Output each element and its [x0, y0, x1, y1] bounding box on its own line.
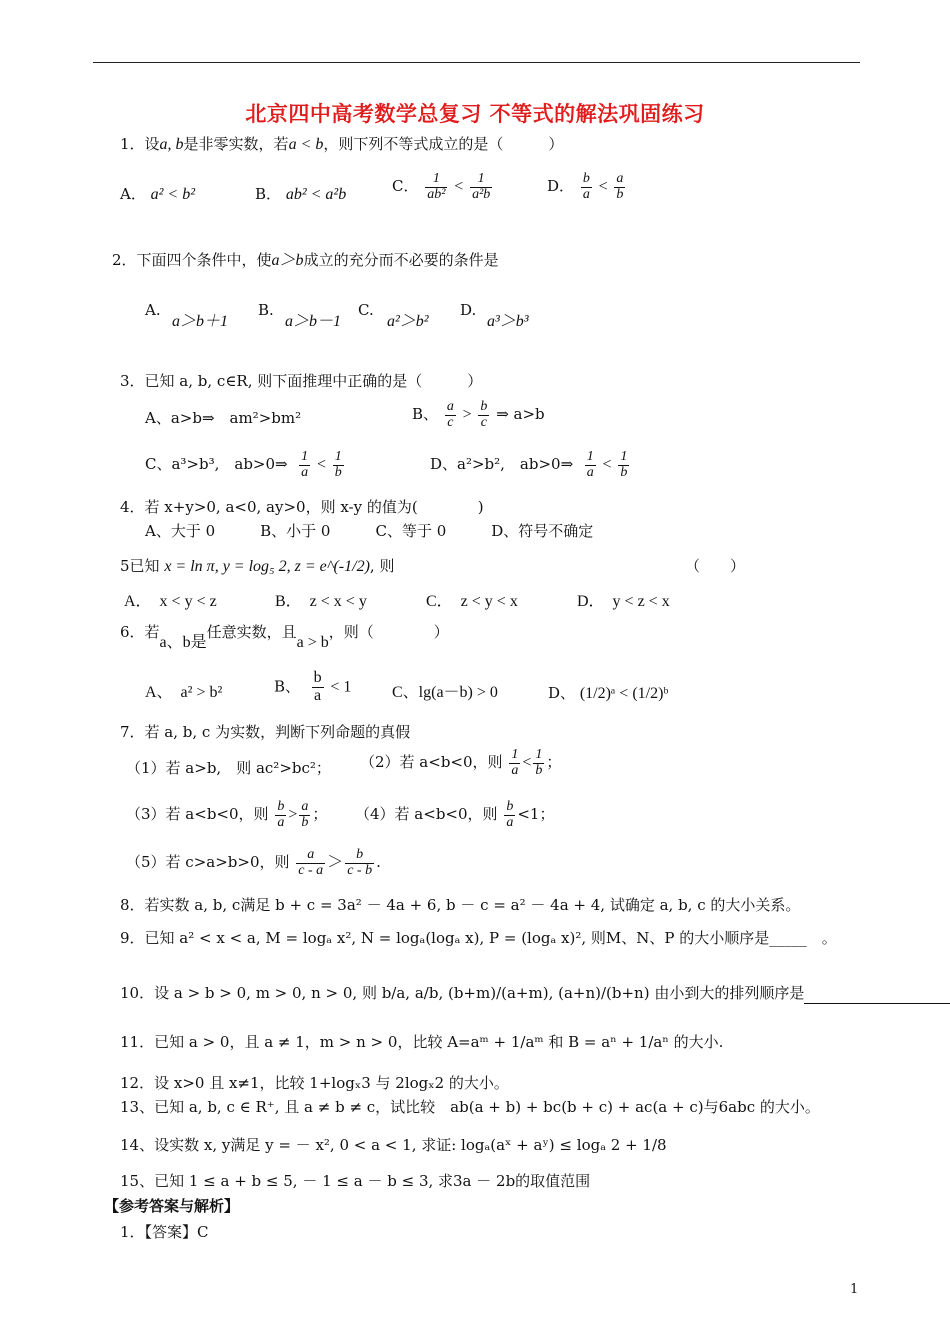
question-4-stem: 4．若 x+y>0, a<0, ay>0，则 x-y 的值为( )	[120, 498, 484, 516]
q6-vars: a、b是	[159, 634, 207, 651]
q2-condition: a＞b	[271, 252, 304, 269]
q1-c-lhs-frac	[425, 172, 447, 202]
q7-prop-3: （3）若 a<b<0，则 $\frac{b}{a}$ > $\frac{a}{b}$ ；	[126, 799, 328, 830]
q2-c-label: C.	[358, 301, 374, 319]
question-11: 11．已知 a > 0，且 a ≠ 1，m > n > 0，比较 A=aᵐ + 1/aᵐ 和 B = aⁿ + 1/aⁿ 的大小.	[120, 1033, 724, 1051]
q7-p4-num: b	[506, 799, 514, 814]
q2-a-expr: a＞b＋1	[172, 313, 229, 330]
q3-d-text: D、a²>b², ab>0⇒	[430, 455, 574, 474]
answers-heading: 【参考答案与解析】	[104, 1197, 240, 1215]
q1-d-rhs-num: a	[616, 171, 624, 186]
q7-p2-lhs-num: 1	[511, 747, 519, 762]
question-5-stem	[120, 556, 394, 577]
q1-b-label: B．	[255, 185, 282, 203]
q3-b-lhs-den: c	[447, 414, 454, 430]
q1-stem-c: ，则下列不等式成立的是（ ）	[323, 135, 564, 153]
q3-b-rhs-num: b	[480, 399, 488, 414]
q7-p4-den: a	[506, 814, 514, 830]
q3-c-rhs-den: b	[334, 464, 342, 480]
q3-c-lhs-num: 1	[301, 449, 309, 464]
q1-d-lhs-num: b	[582, 171, 590, 186]
q1-d-lhs-den: a	[582, 186, 590, 202]
q7-prop-2: （2）若 a<b<0，则 $\frac{1}{a}$ < $\frac{1}{b}$ ；	[360, 747, 562, 778]
q3-c-lhs-den: a	[301, 464, 309, 480]
question-1-stem	[120, 134, 563, 155]
q3-option-d	[430, 450, 631, 480]
q3-option-c	[145, 450, 346, 480]
q7-p3-rhs-frac	[299, 800, 310, 830]
q3-c-rhs-frac	[333, 450, 344, 480]
q10-answer-blank[interactable]	[804, 983, 950, 1004]
q7-p3-lhs-frac	[275, 800, 286, 830]
q1-d-lhs-frac	[581, 172, 592, 202]
q5-option-b: B． z < x < y	[275, 593, 367, 610]
q1-a-expr: a² < b²	[150, 186, 196, 203]
q5-option-d: D． y < z < x	[577, 593, 670, 610]
q3-d-rhs-den: b	[620, 464, 628, 480]
q6-b-den: a	[314, 686, 322, 704]
q5-option-c: C． z < y < x	[426, 593, 518, 610]
q1-vars: a, b	[159, 136, 184, 153]
q3-option-a: A、a>b⇒ am²>bm²	[145, 409, 302, 427]
q7-p5-text: （5）若 c>a>b>0，则	[126, 853, 290, 872]
q2-a-label: A.	[145, 301, 161, 319]
q3-b-tail: ⇒ a>b	[496, 405, 545, 424]
q1-d-label: D．	[547, 177, 575, 196]
q7-p2-lhs-frac	[509, 748, 520, 778]
question-13: 13、已知 a, b, c ∈ R⁺, 且 a ≠ b ≠ c，试比较 ab(a + b) + bc(b + c) + ac(a + c)与6abc 的大小。	[120, 1098, 820, 1116]
q7-p5-gt: ＞	[327, 854, 344, 872]
q1-condition: a < b	[288, 136, 324, 153]
q7-p3-gt: >	[288, 806, 298, 824]
q5-answer-paren: （ ）	[685, 557, 746, 575]
q7-p2-rhs-den: b	[535, 762, 543, 778]
q7-p2-rhs-num: 1	[535, 747, 543, 762]
q2-stem-b: 成立的充分而不必要的条件是	[303, 251, 499, 269]
q7-prop-1: （1）若 a>b, 则 ac²>bc²；	[126, 759, 331, 777]
q1-stem-a: 1．设	[120, 135, 160, 153]
q5-expression: x = ln π, y = log₅ 2, z = e^(-1/2)	[164, 558, 370, 575]
q1-a-label: A．	[120, 185, 146, 203]
q6-stem-a: 6．若	[120, 623, 160, 641]
q3-d-rhs-num: 1	[620, 449, 628, 464]
q2-b-expr: a＞b－1	[285, 313, 342, 330]
q3-c-rhs-num: 1	[334, 449, 342, 464]
q7-p2-lt: <	[522, 754, 532, 772]
q6-b-label: B、	[274, 677, 301, 696]
q3-b-rhs-den: c	[480, 414, 488, 430]
q7-p5-lhs-frac	[296, 848, 325, 878]
question-6-stem	[120, 622, 449, 651]
q7-p2-text: （2）若 a<b<0，则	[360, 753, 503, 772]
q3-c-text: C、a³>b³, ab>0⇒	[145, 455, 288, 474]
q7-p5-rhs-frac	[345, 848, 374, 878]
q6-d-expr: (1/2)ᵃ < (1/2)ᵇ	[579, 685, 669, 702]
q4-options: A、大于 0 B、小于 0 C、等于 0 D、符号不确定	[145, 522, 594, 540]
question-10	[120, 983, 950, 1004]
page-number: 1	[850, 1282, 859, 1297]
question-7-stem: 7．若 a, b, c 为实数，判断下列命题的真假	[120, 723, 411, 741]
q3-c-lhs-frac	[299, 450, 310, 480]
q6-condition: a > b	[296, 634, 329, 651]
q6-option-c: C、lg(a－b) > 0	[392, 684, 498, 701]
q6-b-tail: < 1	[330, 678, 352, 696]
q7-prop-5: （5）若 c>a>b>0，则 $\frac{a}{c - a}$ ＞ $\frac{b}{c - b}$ .	[126, 847, 381, 878]
q7-p5-lhs-num: a	[296, 848, 325, 864]
q5-stem-a: 5已知	[120, 557, 160, 575]
q3-d-lhs-frac	[585, 450, 596, 480]
q6-stem-c: ，则（ ）	[328, 623, 449, 641]
q7-p2-lhs-den: a	[511, 762, 519, 778]
header-rule	[93, 62, 860, 63]
q3-b-rhs-frac	[478, 400, 489, 430]
q1-c-lt: <	[454, 178, 464, 196]
q3-b-lhs-frac	[445, 400, 456, 430]
q1-c-rhs-den: a²b	[472, 186, 491, 202]
question-3-stem: 3．已知 a, b, c∈R, 则下面推理中正确的是（ ）	[120, 372, 483, 390]
q3-d-rhs-frac	[618, 450, 629, 480]
q1-d-lt: <	[598, 178, 608, 196]
q5-stem-b: , 则	[369, 557, 395, 575]
q2-b-label: B.	[258, 301, 274, 319]
q3-d-lhs-num: 1	[586, 449, 594, 464]
q1-c-rhs-num: 1	[470, 172, 492, 188]
q3-b-lhs-num: a	[446, 399, 454, 414]
q3-option-b	[412, 400, 545, 430]
q1-c-lhs-den: ab²	[427, 186, 446, 202]
q10-text: 10．设 a > b > 0, m > 0, n > 0, 则 b/a, a/b, (b+m)/(a+m), (a+n)/(b+n) 由小到大的排列顺序是	[120, 984, 805, 1002]
question-14: 14、设实数 x, y满足 y = － x², 0 < a < 1, 求证: logₐ(aˣ + aʸ) ≤ logₐ 2 + 1/8	[120, 1136, 667, 1154]
q7-p5-rhs-num: b	[345, 848, 374, 864]
answer-1: 1．【答案】C	[120, 1223, 209, 1241]
q7-p3-rhs-num: a	[301, 799, 309, 814]
q5-option-a: A． x < y < z	[124, 593, 217, 610]
q1-d-rhs-den: b	[616, 186, 624, 202]
q7-p4-tail: <1；	[517, 805, 555, 824]
q1-option-a	[120, 184, 195, 205]
page-title: 北京四中高考数学总复习 不等式的解法巩固练习	[245, 102, 705, 126]
q1-c-label: C．	[392, 177, 419, 196]
q7-p3-lhs-num: b	[277, 799, 285, 814]
q7-p3-rhs-den: b	[301, 814, 309, 830]
question-15: 15、已知 1 ≤ a + b ≤ 5, － 1 ≤ a － b ≤ 3, 求3a － 2b的取值范围	[120, 1172, 591, 1190]
q1-b-expr: ab² < a²b	[285, 186, 347, 203]
q6-option-b	[274, 670, 351, 705]
q2-c-expr: a²＞b²	[387, 313, 429, 330]
q3-b-gt: >	[462, 406, 472, 424]
q6-stem-b: 任意实数，且	[206, 623, 297, 641]
q3-d-lhs-den: a	[586, 464, 594, 480]
q7-p5-rhs-den: c - b	[347, 862, 373, 878]
q3-c-lt: <	[316, 456, 326, 474]
q3-d-lt: <	[602, 456, 612, 474]
question-2-stem	[112, 250, 499, 271]
q6-d-label: D、	[548, 684, 576, 702]
question-8: 8．若实数 a, b, c满足 b + c = 3a² － 4a + 6, b － c = a² － 4a + 4, 试确定 a, b, c 的大小关系。	[120, 896, 801, 914]
q7-prop-4	[355, 800, 554, 830]
q7-p3-lhs-den: a	[277, 814, 285, 830]
q1-option-d	[547, 172, 627, 202]
question-12: 12．设 x>0 且 x≠1，比较 1+logₓ3 与 2logₓ2 的大小。	[120, 1074, 509, 1092]
question-9: 9．已知 a² < x < a, M = logₐ x², N = logₐ(logₐ x), P = (logₐ x)², 则M、N、P 的大小顺序是_____ 。	[120, 929, 837, 947]
q3-b-label: B、	[412, 405, 439, 424]
q1-stem-b: 是非零实数，若	[183, 135, 289, 153]
q6-option-d	[548, 683, 668, 704]
q7-p4-text: （4）若 a<b<0，则	[355, 805, 498, 824]
q1-c-lhs-num: 1	[425, 172, 447, 188]
q7-p2-rhs-frac	[533, 748, 544, 778]
q6-option-a: A、 a² > b²	[145, 684, 223, 701]
q2-d-expr: a³＞b³	[487, 313, 529, 330]
q7-p4-frac	[504, 800, 515, 830]
q1-option-c	[392, 172, 494, 202]
q7-p3-text: （3）若 a<b<0，则	[126, 805, 269, 824]
q7-p5-lhs-den: c - a	[298, 862, 324, 878]
q1-d-rhs-frac	[614, 172, 625, 202]
q6-b-num: b	[313, 669, 322, 686]
q6-b-frac	[312, 670, 324, 705]
q1-c-rhs-frac	[470, 172, 492, 202]
q2-d-label: D.	[460, 301, 477, 319]
q1-option-b	[255, 184, 346, 205]
q2-stem-a: 2．下面四个条件中，使	[112, 251, 272, 269]
